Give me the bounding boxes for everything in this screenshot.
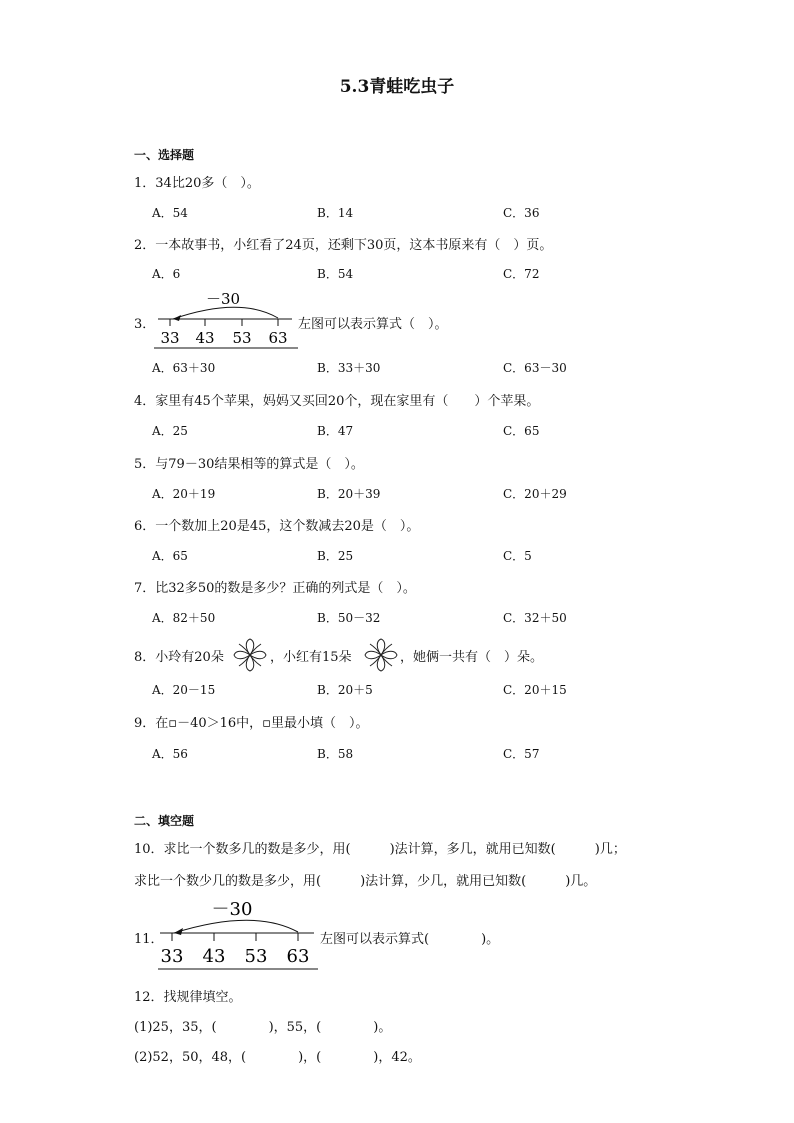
jump-label: －30 <box>205 290 241 308</box>
option-5b: B．20＋39 <box>317 487 381 501</box>
option-4a: A．25 <box>152 424 188 438</box>
option-9c: C．57 <box>503 747 540 761</box>
tick-label: 33 <box>160 329 180 347</box>
section-heading-choice: 一、选择题 <box>134 148 195 162</box>
tick-label: 43 <box>202 946 226 967</box>
option-6a: A．65 <box>152 549 188 563</box>
option-8a: A．20－15 <box>152 683 216 697</box>
flower-icon <box>233 638 267 672</box>
question-5: 5．与79－30结果相等的算式是（ ）。 <box>134 457 364 472</box>
jump-label: －30 <box>211 899 253 920</box>
question-4: 4．家里有45个苹果，妈妈又买回20个，现在家里有（ ）个苹果。 <box>134 394 540 409</box>
option-9a: A．56 <box>152 747 188 761</box>
option-8c: C．20＋15 <box>503 683 567 697</box>
option-8b: B．20＋5 <box>317 683 373 697</box>
option-4b: B．47 <box>317 424 354 438</box>
question-3: 左图可以表示算式（ ）。 <box>298 317 448 332</box>
question-12-line2: (2)52，50，48，( )，( )，42。 <box>134 1050 421 1065</box>
page-title: 5.3青蛙吃虫子 <box>339 77 455 97</box>
question-10-line1: 10．求比一个数多几的数是多少，用( )法计算，多几，就用已知数( )几； <box>134 842 626 857</box>
tick-label: 53 <box>232 329 252 347</box>
tick-label: 53 <box>244 946 268 967</box>
option-1c: C．36 <box>503 206 540 220</box>
question-9: 9．在▫－40＞16中，▫里最小填（ ）。 <box>134 716 369 731</box>
option-6c: C．5 <box>503 549 532 563</box>
question-12-line1: (1)25，35，( )，55，( )。 <box>134 1020 392 1035</box>
tick-label: 33 <box>160 946 184 967</box>
arrow-head-icon <box>173 315 181 321</box>
flower-icon <box>364 638 398 672</box>
option-2c: C．72 <box>503 267 540 281</box>
option-9b: B．58 <box>317 747 354 761</box>
number-line-diagram-q3 <box>150 288 300 350</box>
option-2b: B．54 <box>317 267 354 281</box>
question-12-title: 12．找规律填空。 <box>134 990 242 1005</box>
option-7c: C．32＋50 <box>503 611 567 625</box>
question-8-part3: ，她俩一共有（ ）朵。 <box>400 650 544 665</box>
option-2a: A．6 <box>152 267 181 281</box>
arrow-head-icon <box>174 928 183 935</box>
question-7: 7．比32多50的数是多少？正确的列式是（ ）。 <box>134 581 416 596</box>
option-7b: B．50－32 <box>317 611 381 625</box>
option-6b: B．25 <box>317 549 354 563</box>
question-8-part2: ，小红有15朵 <box>270 650 352 665</box>
question-1: 1．34比20多（ ）。 <box>134 176 260 191</box>
option-5a: A．20＋19 <box>152 487 216 501</box>
option-3b: B．33＋30 <box>317 361 381 375</box>
question-3-number: 3． <box>134 317 156 332</box>
question-2: 2．一本故事书，小红看了24页，还剩下30页，这本书原来有（ ）页。 <box>134 238 553 253</box>
section-heading-fill: 二、填空题 <box>134 814 195 828</box>
question-11-number: 11． <box>134 932 164 947</box>
tick-label: 63 <box>268 329 288 347</box>
option-1b: B．14 <box>317 206 354 220</box>
question-8-part1: 8．小玲有20朵 <box>134 650 224 665</box>
number-line-diagram-q11 <box>154 896 320 972</box>
option-3a: A．63＋30 <box>152 361 216 375</box>
jump-arc <box>174 920 298 933</box>
jump-arc <box>173 307 278 319</box>
option-3c: C．63－30 <box>503 361 567 375</box>
option-4c: C．65 <box>503 424 540 438</box>
question-6: 6．一个数加上20是45，这个数减去20是（ ）。 <box>134 519 420 534</box>
option-1a: A．54 <box>152 206 188 220</box>
question-10-line2: 求比一个数少几的数是多少，用( )法计算，少几，就用已知数( )几。 <box>134 874 597 889</box>
tick-label: 63 <box>286 946 310 967</box>
option-7a: A．82＋50 <box>152 611 216 625</box>
option-5c: C．20＋29 <box>503 487 567 501</box>
tick-label: 43 <box>195 329 215 347</box>
question-11: 左图可以表示算式( )。 <box>320 932 500 947</box>
